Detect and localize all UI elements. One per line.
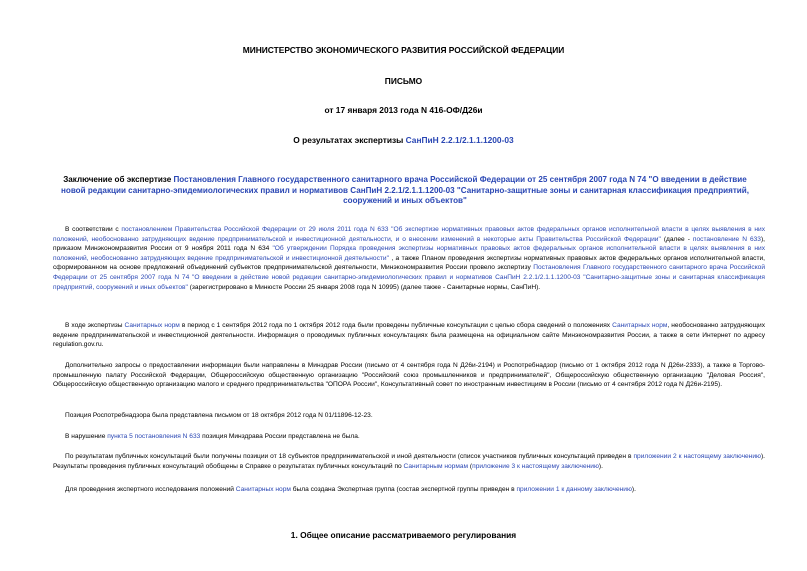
resolution-74-link[interactable]: Постановления Главного государственного санитарного врача Российской Федерации от 25 сентября 2007 года N 74 "О введении в действие новой редакции санитарно-эпидемиологических правил и нормативов СанПиН 2.2.1/2.1.1.1200-03 "Санитарно-защитные зоны и санитарная классификация предприятий, сооружений и иных объектов": [60, 175, 750, 206]
p2-text-1: В ходе экспертизы: [65, 322, 125, 329]
p5-text-1: В нарушение: [65, 433, 108, 440]
p7-text-2: была создана Экспертная группа (состав экспертной группы приведен в: [290, 486, 517, 493]
subject-prefix: О результатах экспертизы: [293, 135, 406, 145]
sanitary-norms-link-1[interactable]: Санитарных норм: [124, 322, 180, 329]
p1-text-1: В соответствии с: [65, 226, 122, 233]
date-number-heading: от 17 января 2013 года N 416-ОФ/Д26и: [324, 105, 483, 115]
p6-text-4: ).: [598, 462, 603, 470]
subject-heading: [40, 135, 767, 145]
conclusion-prefix: Заключение об экспертизе: [63, 175, 174, 184]
paragraph-results: [53, 452, 765, 471]
resolution-74-body-link[interactable]: Постановления Главного государственного санитарного врача Российской Федерации от 25 сентября 2007 года N 74 "О введении в действие новой редакции санитарно-эпидемиологических правил и нормативов СанПиН 2.2.1/2.1.1.1200-03 "Санитарно-защитные зоны и санитарная классификация предприятий, сооружений и иных объектов": [53, 264, 766, 291]
sanitary-norms-link-3[interactable]: Санитарным нормам: [403, 462, 469, 470]
sanpin-link[interactable]: СанПиН 2.2.1/2.1.1.1200-03: [405, 135, 514, 145]
resolution-633-link[interactable]: постановлением Правительства Российской Федерации от 29 июля 2011 года N 633 "Об экспертизе нормативных правовых актов федеральных органов исполнительной власти в целях выявления в них положений, необоснованно затрудняющих ведение предпринимательской и инвестиционной деятельности, и о внесении изменений в некоторые акты Правительства Российской Федерации": [53, 226, 765, 243]
section-1-title: 1. Общее описание рассматриваемого регулирования: [290, 530, 517, 540]
p6-text-2: ). Результаты проведения публичных консультаций обобщены в Справке о результатах публичных консультаций по: [53, 453, 765, 470]
sanitary-norms-link-2[interactable]: Санитарных норм: [612, 322, 668, 329]
ministry-heading: МИНИСТЕРСТВО ЭКОНОМИЧЕСКОГО РАЗВИТИЯ РОССИЙСКОЙ ФЕДЕРАЦИИ: [242, 45, 565, 55]
p6-text-3: (: [468, 462, 473, 470]
sanitary-norms-link-4[interactable]: Санитарных норм: [235, 486, 291, 493]
p7-text-1: Для проведения экспертного исследования положений: [65, 486, 236, 493]
p1-text-2: (далее -: [660, 235, 693, 243]
paragraph-intro: [53, 225, 765, 292]
resolution-633-short-link[interactable]: постановление N 633: [692, 235, 761, 243]
paragraph-rospotrebnadzor: Позиция Роспотребнадзора была представлена письмом от 18 октября 2012 года N 01/11896-12-23.: [65, 412, 373, 419]
paragraph-consultations: [53, 321, 765, 350]
p6-text-1: По результатам публичных консультаций были получены позиции от 18 субъектов предпринимательской и иной деятельности (список участников публичных консультаций приведен в: [65, 453, 634, 460]
appendix-2-link[interactable]: приложении 2 к настоящему заключению: [633, 453, 761, 460]
p1-text-5: (зарегистрировано в Минюсте России 25 января 2008 года N 10995) (далее также - Санитарные нормы, СанПиН).: [187, 283, 541, 291]
order-634-link[interactable]: "Об утверждении Порядка проведения экспертизы нормативных правовых актов федеральных органов исполнительной власти в целях выявления в них положений, необоснованно затрудняющих ведение предпринимательской и инвестиционной деятельности": [53, 245, 765, 262]
paragraph-violation: [53, 432, 765, 442]
appendix-3-link[interactable]: приложение 3 к настоящему заключению: [472, 462, 599, 470]
p2-text-2: в период с 1 сентября 2012 года по 1 октября 2012 года были проведены публичные консультации с целью сбора сведений о положениях: [179, 322, 613, 329]
paragraph-requests: Дополнительно запросы о предоставлении информации были направлены в Минздрав России (письмо от 4 сентября года N Д26и-2194) и Роспотребнадзор (письмо от 1 октября 2012 года N Д26и-2333), а также в Торгово-промышленную палату Российской Федерации, Общероссийскую общественную организацию "Российский союз промышленников и предпринимателей", Общероссийскую общественную организацию "Деловая Россия", Общероссийскую общественную организацию малого и среднего предпринимательства "ОПОРА России", Консультативный совет по иностранным инвестициям в России (письмо от 4 сентября 2012 года N Д26и-2195).: [53, 362, 765, 389]
p5-text-2: позиция Минздрава России представлена не была.: [200, 433, 360, 440]
clause-5-link[interactable]: пункта 5 постановления N 633: [107, 433, 201, 440]
conclusion-title: [55, 175, 755, 207]
p7-text-3: ).: [631, 486, 636, 493]
paragraph-expert-group: [53, 485, 765, 495]
appendix-1-link[interactable]: приложении 1 к данному заключению: [516, 486, 632, 493]
p2-text-3: , необоснованно затрудняющих ведение предпринимательской и инвестиционной деятельности. Информация о проводимых публичных консультациях была размещена на официальном сайте Минэкономразвития России, а также в сети Интернет по адресу regulation.gov.ru.: [53, 322, 765, 349]
p1-text-3: ), приказом Минэкономразвития России от 9 ноября 2011 года N 634: [53, 235, 766, 253]
p1-text-4: , а также Планом проведения экспертизы нормативных правовых актов федеральных органов исполнительной власти, сформированном на основе предложений объединений субъектов предпринимательской деятельности, Минэкономразвития России провело экспертизу: [53, 254, 765, 272]
doc-type-heading: ПИСЬМО: [384, 76, 423, 86]
